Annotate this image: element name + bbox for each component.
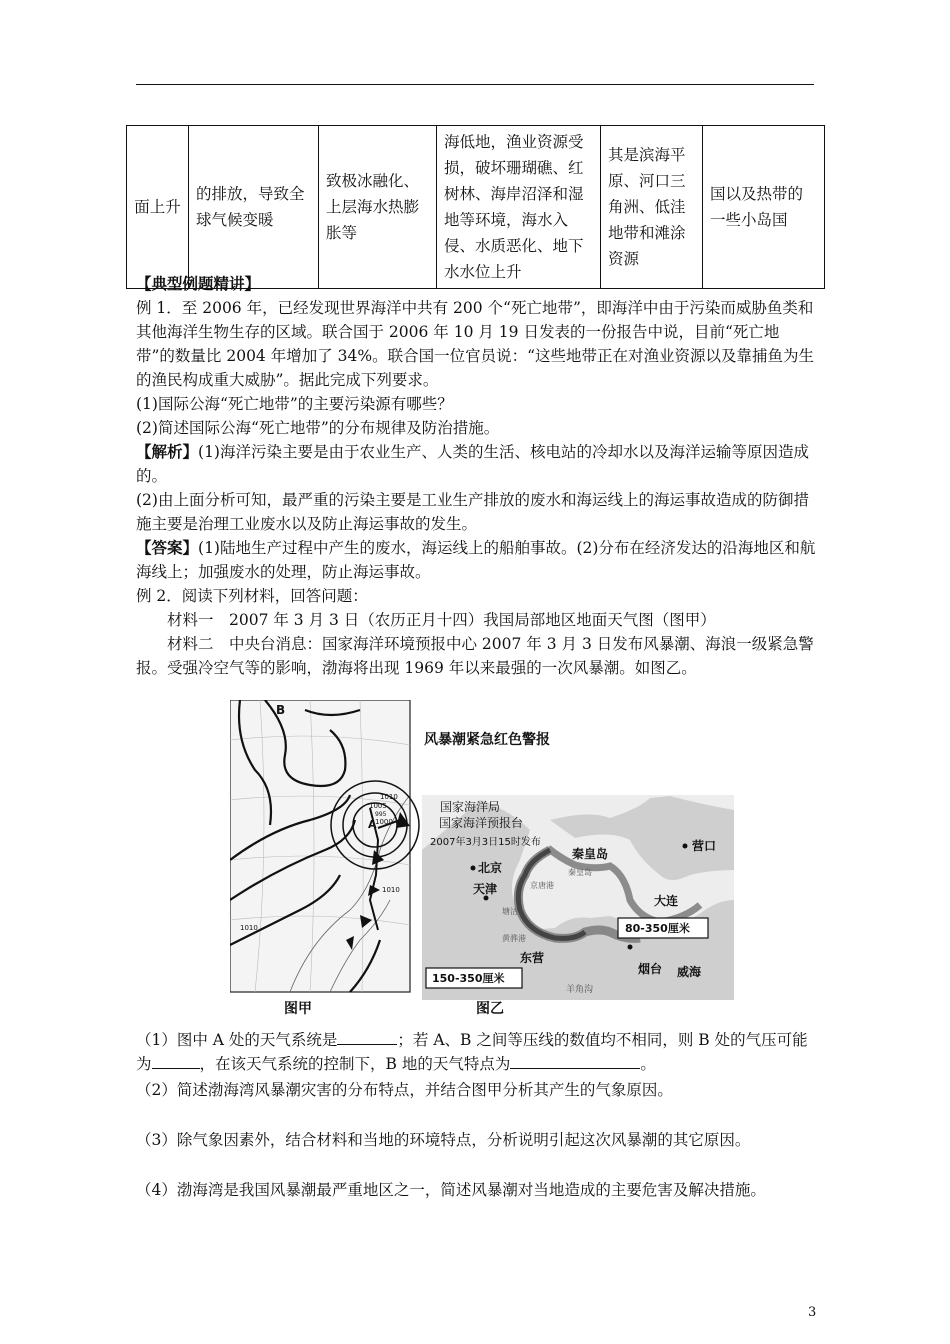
q1-text-a: （1）图中 A 处的天气系统是 [136,1031,338,1049]
answer-text: (1)陆地生产过程中产生的废水，海运线上的船舶事故。(2)分布在经济发达的沿海地区和航海线上；加强废水的处理，防止海运事故。 [136,539,816,581]
example2-question-2: （2）简述渤海湾风暴潮灾害的分布特点，并结合图甲分析其产生的气象原因。 [136,1081,673,1099]
agency-name-1: 国家海洋局 [440,800,501,814]
port-tanggu: 塘沽 [502,907,518,916]
issued-time: 2007年3月3日15时发布 [430,837,541,848]
example1-block [136,272,816,680]
figure-a-label-b: B [276,703,286,717]
city-dongying: 东营 [520,951,545,965]
example2-question-3: （3）除气象因素外，结合材料和当地的环境特点，分析说明引起这次风暴潮的其它原因。 [136,1131,751,1149]
isobar-label: 1010 [240,924,258,932]
city-weihai: 威海 [677,965,702,979]
city-beijing: 北京 [478,861,503,875]
port-yangjiao: 羊角沟 [566,985,594,995]
q1-text-d: 。 [640,1055,656,1073]
table-row [127,126,825,289]
isobar-label: 1005 [369,802,387,810]
figure-b-caption: 图乙 [476,1001,504,1017]
city-dot-tianjin [484,896,489,901]
page-number: 3 [808,1305,817,1320]
example1-analysis-1 [136,440,816,488]
figure-a-caption: 图甲 [284,1001,312,1017]
figures [230,700,738,1018]
isobar-label: 995 [375,811,387,818]
city-yantai: 烟台 [638,962,663,976]
answer-blank[interactable] [510,1054,640,1069]
example1-question-1: (1)国际公海“死亡地带”的主要污染源有哪些？ [136,395,453,413]
table-cell: 海低地，渔业资源受损，破坏珊瑚礁、红树林、海岸沼泽和湿地等环境，海水入侵、水质恶化、地下水水位上升 [437,126,601,289]
surge-range-1: 80-350厘米 [625,922,690,935]
table-cell: 其是滨海平原、河口三角洲、低洼地带和滩涂资源 [601,126,703,289]
isobar-label: 1010 [382,886,400,894]
city-qinhuangdao-small: 秦皇岛 [568,868,592,877]
q1-text-b: ；若 A、B 之间等压线的数值均不相同，则 B 处的气压可能为 [136,1031,808,1073]
agency-name-2: 国家海洋预报台 [439,816,524,830]
isobar-label: 1000 [375,818,393,826]
answer-blank[interactable] [337,1030,397,1045]
example2-question-1 [136,1028,816,1076]
comparison-table [126,125,825,289]
surge-range-2: 150-350厘米 [432,972,505,985]
city-dalian: 大连 [654,894,679,908]
example1-stem: 例 1．至 2006 年，已经发现世界海洋中共有 200 个“死亡地带”，即海洋中由于污染而威胁鱼类和其他海洋生物生存的区域。联合国于 2006 年 10 月 19 日发表的一份报告中说，目前“死亡地带”的数量比 2004 年增加了 34%。联合国一位官员说：“这些地带正在对渔业资源以及靠捕鱼为生的渔民构成重大威胁”。据此完成下列要求。 [136,299,815,389]
city-dot-yingkou [683,844,688,849]
city-tianjin: 天津 [473,882,498,896]
q1-text-c: ，在该天气系统的控制下，B 地的天气特点为 [199,1055,511,1073]
city-qinhuangdao: 秦皇岛 [572,847,609,861]
section-title: 【典型例题精讲】 [136,274,261,293]
isobar-label: 1010 [380,793,398,801]
example2-stem: 例 2．阅读下列材料，回答问题： [136,587,368,605]
table-cell: 面上升 [127,126,189,289]
analysis-text: (1)海洋污染主要是由于农业生产、人类的生活、核电站的冷却水以及海洋运输等原因造成的。 [136,443,809,485]
answer-label: 【答案】 [136,538,199,557]
city-dot-beijing [471,866,476,871]
example1-answer [136,536,816,584]
port-jingtang: 京唐港 [530,881,554,890]
example2-question-4: （4）渤海湾是我国风暴潮最严重地区之一，简述风暴潮对当地造成的主要危害及解决措施。 [136,1181,766,1199]
example1-question-2: (2)简述国际公海“死亡地带”的分布规律及防治措施。 [136,419,500,437]
material-1: 材料一 2007 年 3 月 3 日（农历正月十四）我国局部地区地面天气图（图甲） [167,611,716,629]
analysis-label: 【解析】 [136,442,199,461]
figure-b-title: 风暴潮紧急红色警报 [424,732,550,748]
answer-blank[interactable] [152,1054,200,1069]
table-cell: 的排放，导致全球气候变暖 [189,126,319,289]
figure-a-label-a: A [368,818,377,831]
header-rule [136,84,814,85]
figure-a-weather-map [230,700,738,1018]
port-huanghua: 黄骅港 [502,934,526,943]
table-cell: 致极冰融化、上层海水热膨胀等 [319,126,437,289]
city-yingkou: 营口 [692,839,717,853]
city-dot-yantai [628,945,633,950]
material-2: 材料二 中央台消息：国家海洋环境预报中心 2007 年 3 月 3 日发布风暴潮、海浪一级紧急警报。受强冷空气等的影响，渤海将出现 1969 年以来最强的一次风暴潮。如图乙。 [136,635,814,677]
example1-analysis-2: (2)由上面分析可知，最严重的污染主要是工业生产排放的废水和海运线上的海运事故造成的防御措施主要是治理工业废水以及防止海运事故的发生。 [136,491,809,533]
table-cell: 国以及热带的一些小岛国 [703,126,825,289]
